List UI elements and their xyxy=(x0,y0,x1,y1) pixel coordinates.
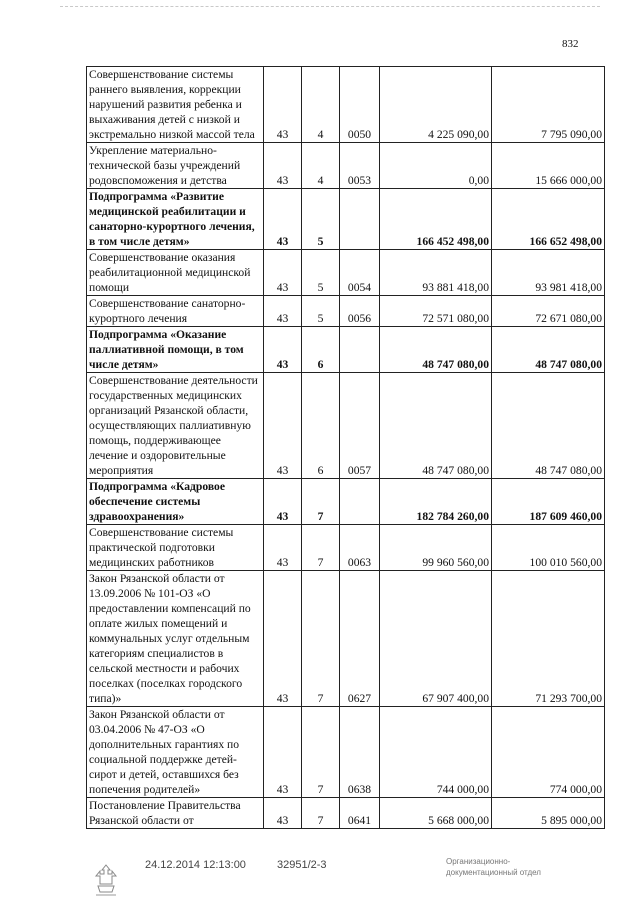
row-col2-cell: 7 xyxy=(302,479,340,525)
row-amount1-cell: 67 907 400,00 xyxy=(380,571,492,707)
footer-document-code: 32951/2-3 xyxy=(277,859,327,871)
top-scan-edge xyxy=(60,6,600,8)
footer-stamp xyxy=(446,856,541,878)
row-col1-cell: 43 xyxy=(264,189,302,250)
row-name-cell: Совершенствование санаторно-курортного лечения xyxy=(87,296,264,327)
row-amount2-cell: 71 293 700,00 xyxy=(492,571,605,707)
footer-stamp-line1: Организационно- xyxy=(446,857,511,866)
row-amount2-cell: 72 671 080,00 xyxy=(492,296,605,327)
table-row xyxy=(87,571,605,707)
table-row xyxy=(87,479,605,525)
row-name-cell: Закон Рязанской области от 03.04.2006 № 47-ОЗ «О дополнительных гарантиях по социальной поддержке детей-сирот и детей, оставшихся без попечения родителей» xyxy=(87,707,264,798)
row-amount2-cell: 48 747 080,00 xyxy=(492,373,605,479)
row-code-cell: 0057 xyxy=(340,373,380,479)
budget-table xyxy=(86,66,605,829)
row-col1-cell: 43 xyxy=(264,296,302,327)
footer-stamp-line2: документационный отдел xyxy=(446,868,541,877)
row-col1-cell: 43 xyxy=(264,250,302,296)
row-amount2-cell: 100 010 560,00 xyxy=(492,525,605,571)
row-col2-cell: 5 xyxy=(302,189,340,250)
row-amount1-cell: 5 668 000,00 xyxy=(380,798,492,829)
row-col2-cell: 5 xyxy=(302,250,340,296)
row-col1-cell: 43 xyxy=(264,525,302,571)
row-col1-cell: 43 xyxy=(264,143,302,189)
table-row xyxy=(87,707,605,798)
table-row xyxy=(87,250,605,296)
row-amount2-cell: 5 895 000,00 xyxy=(492,798,605,829)
row-name-cell: Совершенствование деятельности государственных медицинских организаций Рязанской области, осуществляющих паллиативную помощь, поддерживающее лечение и оздоровительные мероприятия xyxy=(87,373,264,479)
row-amount1-cell: 93 881 418,00 xyxy=(380,250,492,296)
page-number: 832 xyxy=(562,38,579,50)
row-col1-cell: 43 xyxy=(264,67,302,143)
row-col2-cell: 4 xyxy=(302,67,340,143)
table-row xyxy=(87,143,605,189)
row-code-cell xyxy=(340,479,380,525)
row-amount2-cell: 166 652 498,00 xyxy=(492,189,605,250)
row-amount1-cell: 48 747 080,00 xyxy=(380,373,492,479)
row-code-cell: 0641 xyxy=(340,798,380,829)
row-code-cell: 0056 xyxy=(340,296,380,327)
row-code-cell: 0054 xyxy=(340,250,380,296)
table-row xyxy=(87,327,605,373)
row-amount1-cell: 166 452 498,00 xyxy=(380,189,492,250)
row-col1-cell: 43 xyxy=(264,707,302,798)
row-code-cell: 0638 xyxy=(340,707,380,798)
row-amount2-cell: 774 000,00 xyxy=(492,707,605,798)
row-amount1-cell: 744 000,00 xyxy=(380,707,492,798)
row-code-cell: 0053 xyxy=(340,143,380,189)
row-name-cell: Укрепление материально-технической базы учреждений родовспоможения и детства xyxy=(87,143,264,189)
table-row xyxy=(87,798,605,829)
footer-date: 24.12.2014 12:13:00 xyxy=(145,859,246,871)
row-name-cell: Подпрограмма «Развитие медицинской реабилитации и санаторно-курортного лечения, в том числе детям» xyxy=(87,189,264,250)
row-amount2-cell: 187 609 460,00 xyxy=(492,479,605,525)
row-col1-cell: 43 xyxy=(264,571,302,707)
row-col2-cell: 7 xyxy=(302,525,340,571)
row-name-cell: Совершенствование системы практической подготовки медицинских работников xyxy=(87,525,264,571)
row-name-cell: Подпрограмма «Кадровое обеспечение системы здравоохранения» xyxy=(87,479,264,525)
row-amount2-cell: 48 747 080,00 xyxy=(492,327,605,373)
row-name-cell: Закон Рязанской области от 13.09.2006 № 101-ОЗ «О предоставлении компенсаций по оплате жилых помещений и коммунальных услуг отдельным категориям специалистов в сельской местности и рабочих поселках (поселках городского типа)» xyxy=(87,571,264,707)
row-code-cell xyxy=(340,327,380,373)
row-name-cell: Постановление Правительства Рязанской области от xyxy=(87,798,264,829)
row-col1-cell: 43 xyxy=(264,479,302,525)
row-col2-cell: 4 xyxy=(302,143,340,189)
row-name-cell: Совершенствование системы раннего выявления, коррекции нарушений развития ребенка и выхаживания детей с низкой и экстремально низкой массой тела xyxy=(87,67,264,143)
row-col1-cell: 43 xyxy=(264,373,302,479)
row-amount2-cell: 93 981 418,00 xyxy=(492,250,605,296)
table-row xyxy=(87,67,605,143)
row-col2-cell: 7 xyxy=(302,571,340,707)
table-row xyxy=(87,525,605,571)
row-amount2-cell: 15 666 000,00 xyxy=(492,143,605,189)
table-row xyxy=(87,296,605,327)
row-amount1-cell: 99 960 560,00 xyxy=(380,525,492,571)
row-amount1-cell: 0,00 xyxy=(380,143,492,189)
row-col1-cell: 43 xyxy=(264,798,302,829)
row-code-cell: 0063 xyxy=(340,525,380,571)
row-name-cell: Совершенствование оказания реабилитационной медицинской помощи xyxy=(87,250,264,296)
coat-of-arms-icon xyxy=(90,862,122,898)
row-amount1-cell: 182 784 260,00 xyxy=(380,479,492,525)
row-col2-cell: 7 xyxy=(302,798,340,829)
table-row xyxy=(87,189,605,250)
row-col2-cell: 6 xyxy=(302,373,340,479)
row-amount1-cell: 72 571 080,00 xyxy=(380,296,492,327)
row-col2-cell: 7 xyxy=(302,707,340,798)
row-amount1-cell: 4 225 090,00 xyxy=(380,67,492,143)
budget-table-body xyxy=(87,67,605,829)
row-code-cell: 0627 xyxy=(340,571,380,707)
row-col2-cell: 6 xyxy=(302,327,340,373)
row-amount2-cell: 7 795 090,00 xyxy=(492,67,605,143)
row-code-cell xyxy=(340,189,380,250)
row-name-cell: Подпрограмма «Оказание паллиативной помощи, в том числе детям» xyxy=(87,327,264,373)
table-row xyxy=(87,373,605,479)
row-col1-cell: 43 xyxy=(264,327,302,373)
row-amount1-cell: 48 747 080,00 xyxy=(380,327,492,373)
row-code-cell: 0050 xyxy=(340,67,380,143)
row-col2-cell: 5 xyxy=(302,296,340,327)
